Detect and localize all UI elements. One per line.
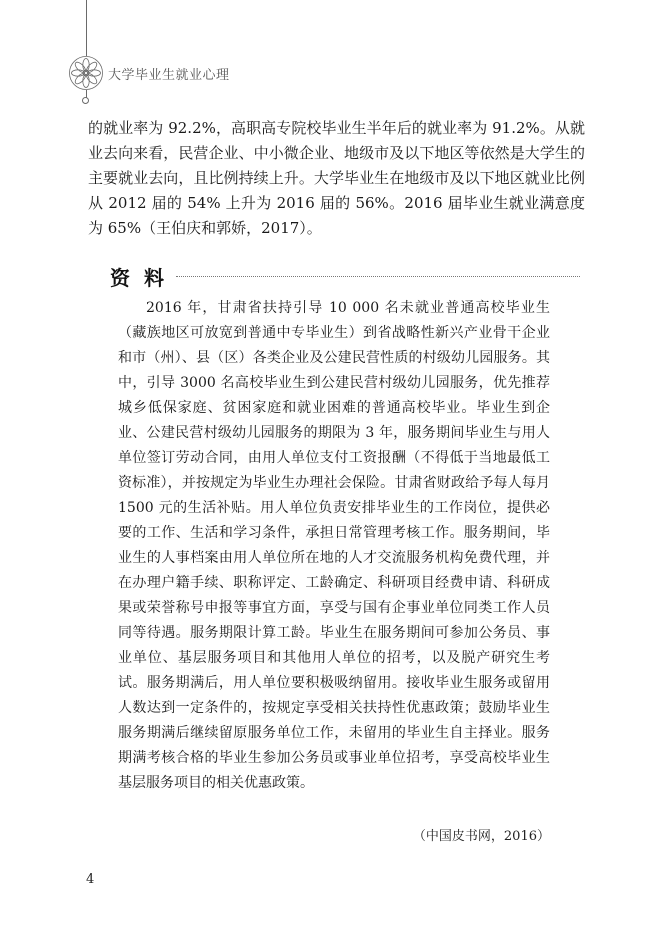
intro-paragraph: 的就业率为 92.2%，高职高专院校毕业生半年后的就业率为 91.2%。从就业去向来看，民营企业、中小微企业、地级市及以下地区等依然是大学生的主要就业去向，且比例持续上升。大学毕业生在地级市及以下地区就业比例从 2012 届的 54% 上升为 2016 届的 56%。2016 届毕业生就业满意度为 65%（王伯庆和郭娇，2017）。 [88, 119, 585, 237]
section-title: 资料 [110, 266, 178, 290]
page-number: 4 [86, 872, 95, 887]
source-citation: （中国皮书网，2016） [412, 829, 550, 844]
section-heading [110, 262, 580, 292]
section-dotted-rule [176, 276, 580, 277]
flower-medallion-icon [68, 55, 104, 91]
ornament-end-dot [82, 97, 89, 104]
running-head-title: 大学毕业生就业心理 [108, 68, 230, 83]
section-body-paragraph: 2016 年，甘肃省扶持引导 10 000 名未就业普通高校毕业生（藏族地区可放宽到普通中专毕业生）到省战略性新兴产业骨干企业和市（州）、县（区）各类企业及公建民营性质的村级幼儿园服务。其中，引导 3000 名高校毕业生到公建民营村级幼儿园服务，优先推荐城乡低保家庭、贫困家庭和就业困难的普通高校毕业。毕业生到企业、公建民营村级幼儿园服务的期限为 3 年，服务期间毕业生与用人单位签订劳动合同，由用人单位支付工资报酬（不得低于当地最低工资标准），并按规定为毕业生办理社会保险。甘肃省财政给予每人每月 1500 元的生活补贴。用人单位负责安排毕业生的工作岗位，提供必要的工作、生活和学习条件，承担日常管理考核工作。服务期间，毕业生的人事档案由用人单位所在地的人才交流服务机构免费代理，并在办理户籍手续、职称评定、工龄确定、科研项目经费申请、科研成果或荣誉称号申报等事宜方面，享受与国有企事业单位同类工作人员同等待遇。服务期限计算工龄。毕业生在服务期间可参加公务员、事业单位、基层服务项目和其他用人单位的招考，以及脱产研究生考试。服务期满后，用人单位要积极吸纳留用。接收毕业生服务或留用人数达到一定条件的，按规定享受相关扶持性优惠政策；鼓励毕业生服务期满后继续留原服务单位工作，未留用的毕业生自主择业。服务期满考核合格的毕业生参加公务员或事业单位招考，享受高校毕业生基层服务项目的相关优惠政策。 [118, 300, 550, 791]
ornament-vertical-line [86, 0, 87, 56]
